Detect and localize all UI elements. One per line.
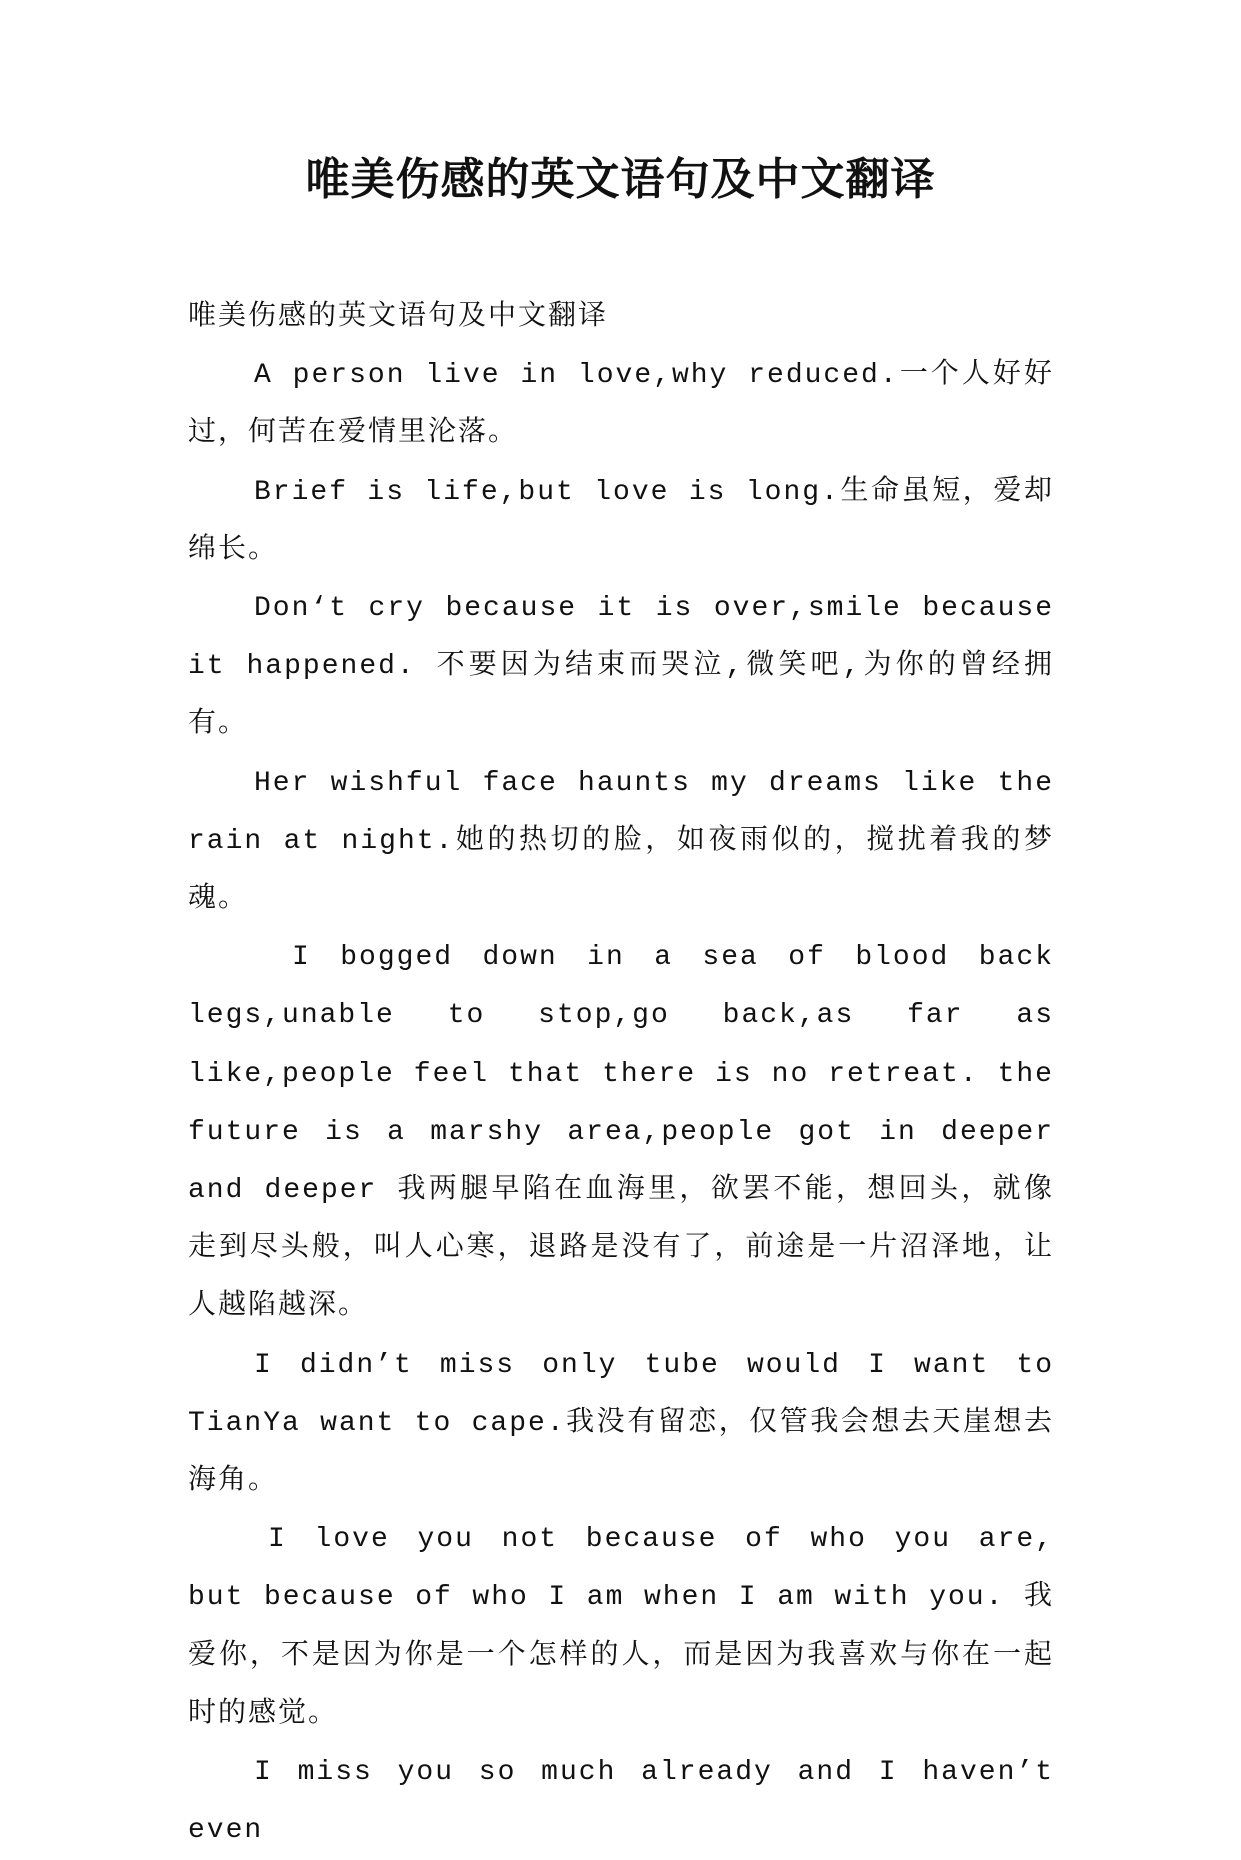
document-title: 唯美伤感的英文语句及中文翻译	[305, 154, 936, 205]
paragraph: I love you not because of who you are, but because of who I am when I am with you. 我爱你，不是因为你是一个怎样的人，而是因为我喜欢与你在一起时的感觉。	[188, 1524, 1054, 1730]
paragraph: Brief is life,but love is long.生命虽短，爱却绵长。	[188, 476, 1054, 566]
paragraph-subtitle: 唯美伤感的英文语句及中文翻译	[188, 302, 609, 333]
paragraph: Her wishful face haunts my dreams like the rain at night.她的热切的脸，如夜雨似的，搅扰着我的梦魂。	[188, 767, 1054, 916]
paragraph: I didn’t miss only tube would I want to TianYa want to cape.我没有留恋，仅管我会想去天崖想去海角。	[188, 1349, 1054, 1498]
paragraph: I bogged down in a sea of blood back legs,unable to stop,go back,as far as like,people feel that there is no retreat. the future is a marshy area,people got in deeper and deeper 我两腿早陷在血海里，欲罢不能，想回头，就像走到尽头般，叫人心寒，退路是没有了，前途是一片沼泽地，让人越陷越深。	[188, 942, 1054, 1323]
paragraph: Don‘t cry because it is over,smile because it happened. 不要因为结束而哭泣,微笑吧,为你的曾经拥有。	[188, 593, 1054, 741]
document-body	[188, 289, 1054, 1860]
paragraph: A person live in love,why reduced.一个人好好过，何苦在爱情里沦落。	[188, 360, 1054, 450]
paragraph: I miss you so much already and I haven’t even	[188, 1757, 1054, 1847]
